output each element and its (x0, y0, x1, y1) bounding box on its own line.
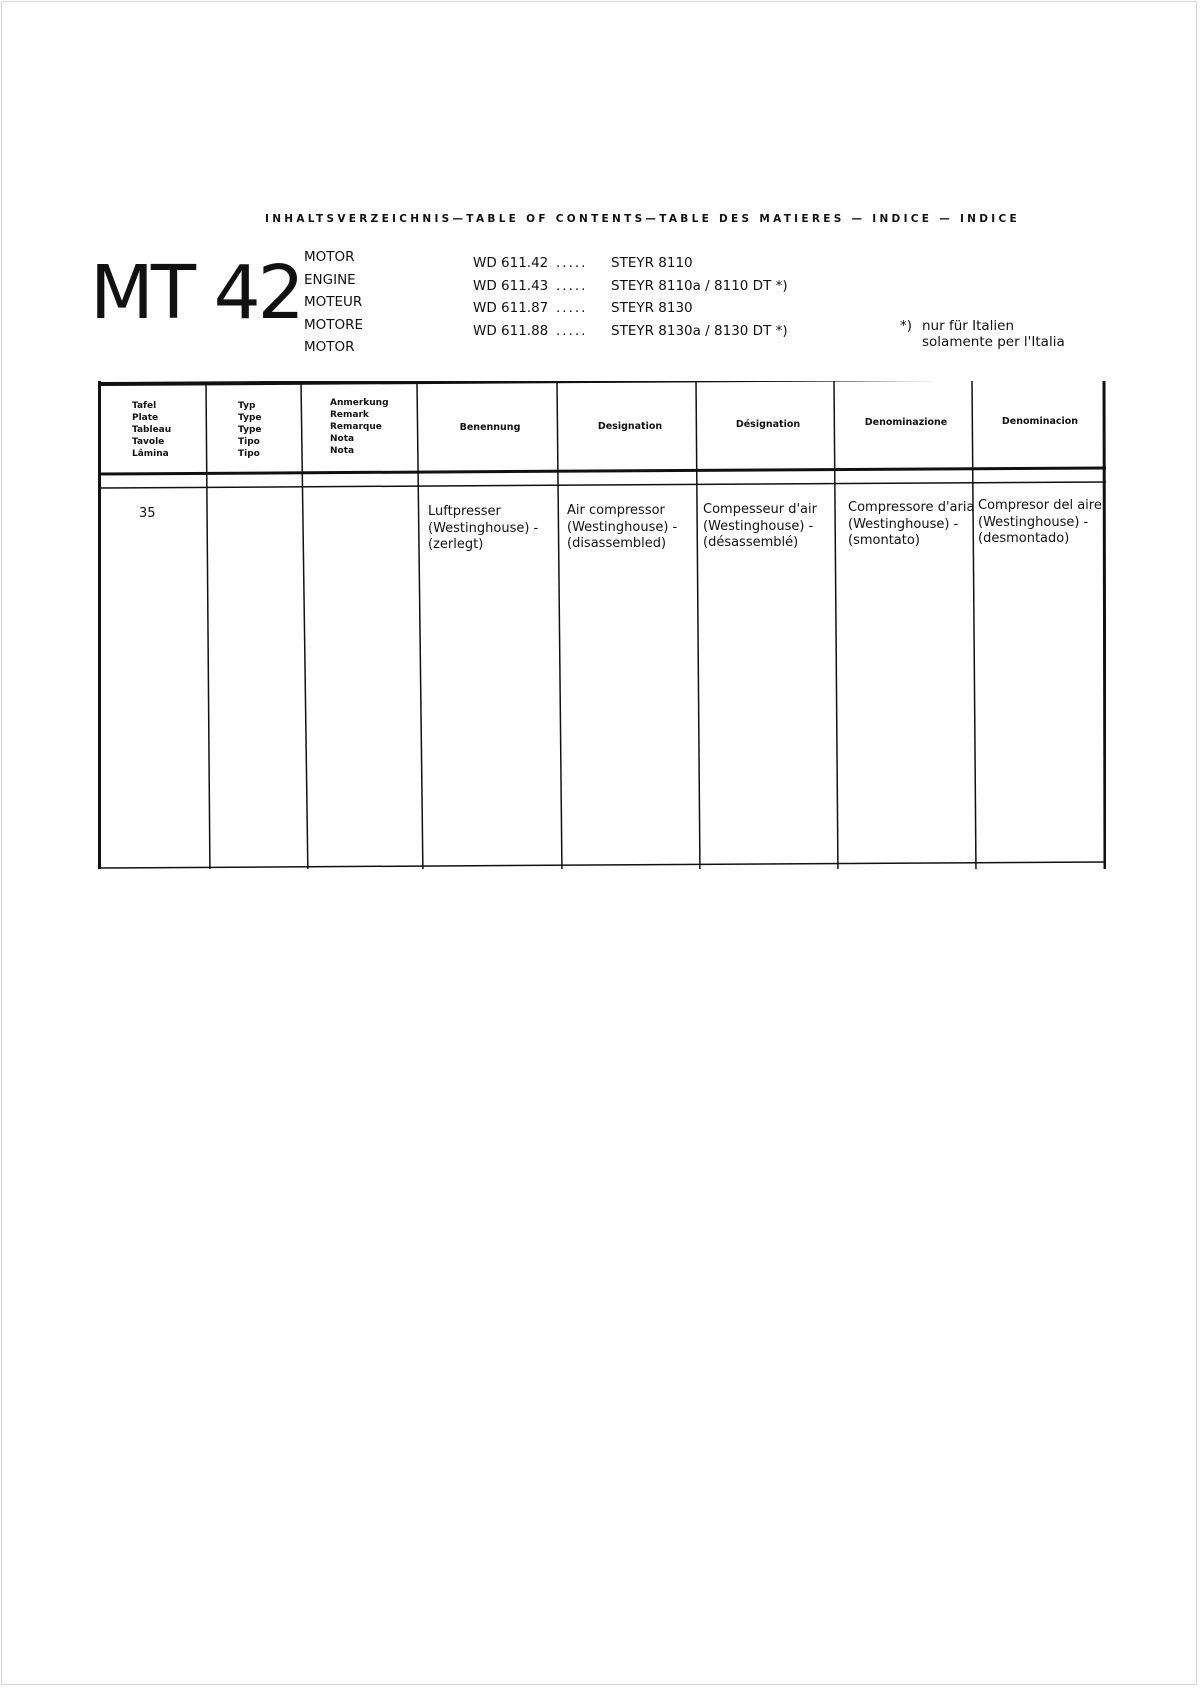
footnote-line-1: nur für Italien (922, 318, 1015, 334)
model-row (473, 252, 788, 275)
cell-denominazione: Compressore d'aria (Westinghouse) - (smontato) (848, 500, 975, 548)
model-list (473, 252, 788, 342)
header-designation-en: Designation (597, 421, 663, 432)
model-dots: ..... (556, 322, 588, 339)
body-top-border (98, 482, 1106, 488)
model-name: STEYR 8130a / 8130 DT *) (611, 322, 788, 339)
model-row (473, 320, 788, 343)
contents-table (98, 381, 1106, 869)
model-code: WD 611.42 (473, 255, 549, 271)
table-bottom-border (98, 862, 1106, 868)
cell-plate: 35 (139, 506, 156, 521)
lang-de: MOTOR (304, 249, 355, 265)
column-divider (834, 381, 838, 869)
column-divider (417, 382, 423, 869)
model-row (473, 297, 788, 320)
model-code: WD 611.88 (473, 322, 549, 339)
column-divider (557, 382, 562, 869)
model-name: STEYR 8110 (611, 255, 693, 271)
toc-heading: INHALTSVERZEICHNIS—TABLE OF CONTENTS—TABLE DES MATIERES — INDICE — INDICE (265, 213, 1020, 225)
cell-designation-fr: Compesseur d'air (Westinghouse) - (désassemblé) (703, 502, 817, 550)
column-divider (972, 381, 976, 869)
model-dots: ..... (556, 255, 588, 271)
header-bottom-border (98, 468, 1106, 474)
model-row (473, 275, 788, 298)
cell-designation-en: Air compressor (Westinghouse) - (disassembled) (567, 503, 678, 551)
header-denominazione: Denominazione (864, 417, 948, 428)
header-plate: Tafel Plate Tableau Tavole Lâmina (132, 401, 172, 459)
model-name: STEYR 8110a / 8110 DT *) (611, 277, 788, 294)
header-remark: Anmerkung Remark Remarque Nota Nota (330, 398, 389, 456)
document-code: MT 42 (90, 250, 302, 336)
lang-it: MOTORE (304, 316, 364, 333)
header-type: Typ Type Type Tipo Tipo (238, 401, 262, 459)
table-top-border (98, 381, 1106, 384)
header-benennung: Benennung (459, 422, 521, 433)
footnote (900, 318, 1065, 350)
header-designation-fr: Désignation (735, 419, 801, 430)
cell-benennung: Luftpresser (Westinghouse) - (zerlegt) (428, 504, 539, 552)
model-name: STEYR 8130 (611, 300, 693, 316)
model-dots: ..... (556, 277, 588, 294)
engine-language-list (304, 246, 363, 359)
column-divider (696, 381, 700, 869)
lang-fr: MOTEUR (304, 294, 363, 310)
cell-denominacion: Compresor del aire (Westinghouse) - (desmontado) (978, 498, 1102, 546)
table-right-border (1104, 381, 1105, 869)
footnote-mark: *) (900, 318, 913, 334)
model-code: WD 611.87 (473, 300, 549, 316)
model-code: WD 611.43 (473, 277, 549, 294)
header-denominacion: Denominacion (1001, 416, 1079, 427)
lang-es: MOTOR (304, 339, 355, 355)
model-dots: ..... (556, 300, 588, 316)
lang-en: ENGINE (304, 271, 356, 288)
column-divider (301, 382, 308, 869)
footnote-line-2: solamente per l'Italia (922, 334, 1065, 350)
column-divider (206, 382, 210, 869)
